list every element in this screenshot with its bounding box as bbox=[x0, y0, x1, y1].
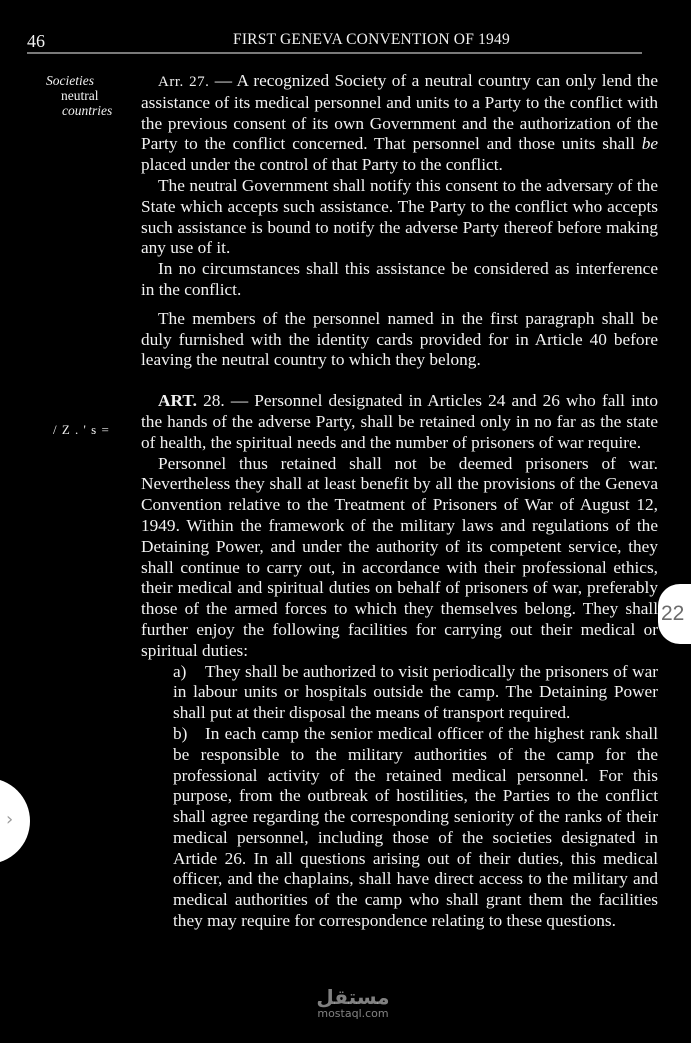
margin-note-line: neutral bbox=[61, 88, 99, 103]
document-body bbox=[141, 71, 658, 932]
watermark-sub: mostaql.com bbox=[317, 1007, 389, 1020]
watermark-main: مستقل bbox=[316, 985, 390, 1009]
side-panel-tab[interactable] bbox=[0, 778, 30, 864]
paragraph-text: Personnel designated in Articles 24 and 26 who fall into the hands of the adverse Party, shall be retained only in no far as the state of health, the spiritual needs and the number of prisoners of war require. bbox=[141, 391, 658, 452]
article-number: 28. bbox=[196, 391, 225, 411]
paragraph-text: A recognized Society of a neutral country can only lend the assistance of its medical personnel and units to a Party to the conflict with the previous consent of its own Government and the authorization of the Party to the conflict concerned. That personnel and those units shall bbox=[141, 71, 658, 154]
article-label: Arr. 27. bbox=[158, 74, 210, 90]
chevron-right-icon: › bbox=[6, 809, 14, 830]
article-dash: — bbox=[224, 391, 255, 411]
item-text: In each camp the senior medical officer of the highest rank shall be responsible to the military authorities of the camp for the professional activity of the retained medical personnel. For this purpose, from the outbreak of hostilities, the Parties to the conflict shall agree regarding the corresponding seniority of the ranks of their medical personnel, including those of the societies designated in Artide 26. In all questions arising out of their duties, this medical officer, and the chaplains, shall have direct access to the military and medical authorities of the camp who shall grant them the facilities they may require for correspondence relating to these questions. bbox=[173, 723, 658, 931]
article-dash: — bbox=[209, 71, 237, 90]
page-indicator-badge[interactable]: 22 bbox=[658, 584, 691, 644]
art28-item-b bbox=[173, 724, 658, 932]
art27-paragraph-2: The neutral Government shall notify this consent to the adversary of the State which accepts such assistance. The Party to the conflict who accepts such assistance is bound to notify the adverse Party thereof before making any use of it. bbox=[141, 175, 658, 258]
art27-paragraph-1 bbox=[141, 71, 658, 176]
art27-paragraph-4: The members of the personnel named in the first paragraph shall be duly furnished with the identity cards provided for in Article 40 before leaving the neutral country to which they belong. bbox=[141, 308, 658, 370]
running-title: FIRST GENEVA CONVENTION OF 1949 bbox=[233, 31, 510, 48]
art28-item-a bbox=[173, 662, 658, 724]
page-number: 46 bbox=[27, 31, 45, 51]
article-label: ART. bbox=[158, 391, 197, 411]
art28-paragraph-1 bbox=[141, 391, 658, 453]
item-label: a) bbox=[173, 661, 187, 681]
margin-note-line: Societies bbox=[46, 73, 94, 88]
margin-note-art27 bbox=[40, 73, 132, 118]
header-rule bbox=[27, 52, 642, 54]
margin-note-line: countries bbox=[62, 103, 113, 118]
art28-paragraph-2: Personnel thus retained shall not be deemed prisoners of war. Nevertheless they shall at least benefit by all the provisions of the Geneva Convention relative to the Treatment of Prisoners of War of August 12, 1949. Within the framework of the military laws and regulations of the Detaining Power, and under the authority of its competent service, they shall continue to carry out, in accordance with their professional ethics, their medical and spiritual duties on behalf of prisoners of war, preferably those of the armed forces to which they themselves belong. They shall further enjoy the following facilities for carrying out their medical or spiritual duties: bbox=[141, 453, 658, 660]
margin-note-art28: / Z . ' s = bbox=[53, 422, 110, 437]
item-label: b) bbox=[173, 723, 188, 743]
paragraph-text: placed under the control of that Party to the conflict. bbox=[141, 155, 503, 175]
art27-paragraph-3: In no circumstances shall this assistance be considered as interference in the conflict. bbox=[141, 259, 658, 299]
item-text: They shall be authorized to visit periodically the prisoners of war in labour units or hospitals outside the camp. The Detaining Power shall put at their disposal the means of transport required. bbox=[173, 661, 658, 723]
emphasis-text: be bbox=[641, 134, 658, 154]
watermark-logo bbox=[303, 986, 403, 1022]
page-header bbox=[0, 0, 691, 56]
